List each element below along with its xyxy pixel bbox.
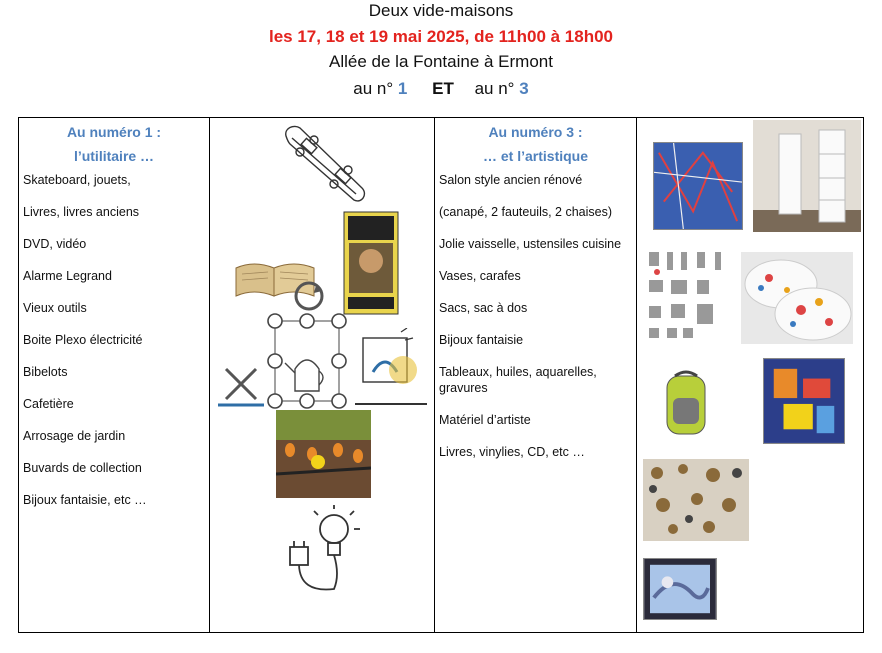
numbers-line bbox=[0, 79, 882, 99]
title-line: Deux vide-maisons bbox=[368, 1, 514, 20]
prefix-2: au n° bbox=[474, 79, 515, 98]
plug-bulb-icon bbox=[282, 505, 366, 597]
column-1-title bbox=[19, 120, 209, 168]
column-3-title-line2: … et l’artistique bbox=[482, 148, 589, 164]
column-1-title-line2: l’utilitaire … bbox=[73, 148, 155, 164]
house-number-3: 3 bbox=[519, 79, 529, 98]
list-item: Livres, livres anciens bbox=[23, 205, 140, 219]
small-painting bbox=[643, 558, 717, 620]
list-item: Bijoux fantaisie, etc … bbox=[23, 493, 147, 507]
list-item: Livres, vinylies, CD, etc … bbox=[439, 445, 585, 459]
list-item: Matériel d’artiste bbox=[439, 413, 531, 427]
rotate-handle-icon bbox=[292, 279, 326, 313]
list-item: Skateboard, jouets, bbox=[23, 173, 131, 187]
items-table bbox=[18, 117, 864, 633]
column-3-title bbox=[435, 120, 636, 168]
column-house-1 bbox=[19, 118, 210, 632]
list-item: Boite Plexo électricité bbox=[23, 333, 143, 347]
et-label: ET bbox=[432, 79, 454, 98]
skateboard-icon bbox=[280, 122, 370, 206]
backpack-photo bbox=[655, 368, 717, 440]
column-1-list bbox=[19, 172, 209, 508]
cubist-painting bbox=[763, 358, 845, 444]
dates-line: les 17, 18 et 19 mai 2025, de 11h00 à 18h00 bbox=[268, 27, 614, 46]
list-item: Vases, carafes bbox=[439, 269, 521, 283]
list-item: Sacs, sac à dos bbox=[439, 301, 528, 315]
decorated-plates-photo bbox=[741, 252, 853, 344]
column-house-3 bbox=[435, 118, 637, 632]
abstract-painting bbox=[653, 142, 743, 230]
tools-icon bbox=[218, 361, 264, 409]
list-item: Vieux outils bbox=[23, 301, 87, 315]
alarm-panel-icon bbox=[355, 328, 427, 406]
column-images-3 bbox=[637, 118, 863, 632]
prefix-1: au n° bbox=[353, 79, 394, 98]
list-item: Salon style ancien rénové bbox=[439, 173, 583, 187]
list-item: Alarme Legrand bbox=[23, 269, 112, 283]
house-number-1: 1 bbox=[397, 79, 408, 98]
list-item: Bijoux fantaisie bbox=[439, 333, 524, 347]
list-item: DVD, vidéo bbox=[23, 237, 87, 251]
list-item: Arrosage de jardin bbox=[23, 429, 126, 443]
garden-drip-photo bbox=[276, 410, 371, 498]
list-item: Buvards de collection bbox=[23, 461, 142, 475]
address-line: Allée de la Fontaine à Ermont bbox=[329, 52, 553, 71]
list-item: Jolie vaisselle, ustensiles cuisine bbox=[439, 237, 622, 251]
column-1-title-line1: Au numéro 1 : bbox=[66, 124, 162, 140]
coffeepot-icon bbox=[265, 311, 349, 411]
column-images-1 bbox=[210, 118, 435, 632]
dvd-cover-icon bbox=[343, 211, 399, 315]
jewelry-photo bbox=[643, 459, 749, 541]
column-3-title-line1: Au numéro 3 : bbox=[488, 124, 583, 140]
list-item: Bibelots bbox=[23, 365, 68, 379]
list-item: Tableaux, huiles, aquarelles, gravures bbox=[439, 365, 597, 395]
list-item: (canapé, 2 fauteuils, 2 chaises) bbox=[439, 205, 613, 219]
white-shelf-photo bbox=[753, 120, 861, 232]
list-item: Cafetière bbox=[23, 397, 74, 411]
kitchen-utensils-chart bbox=[643, 246, 737, 346]
column-3-list bbox=[435, 172, 636, 460]
